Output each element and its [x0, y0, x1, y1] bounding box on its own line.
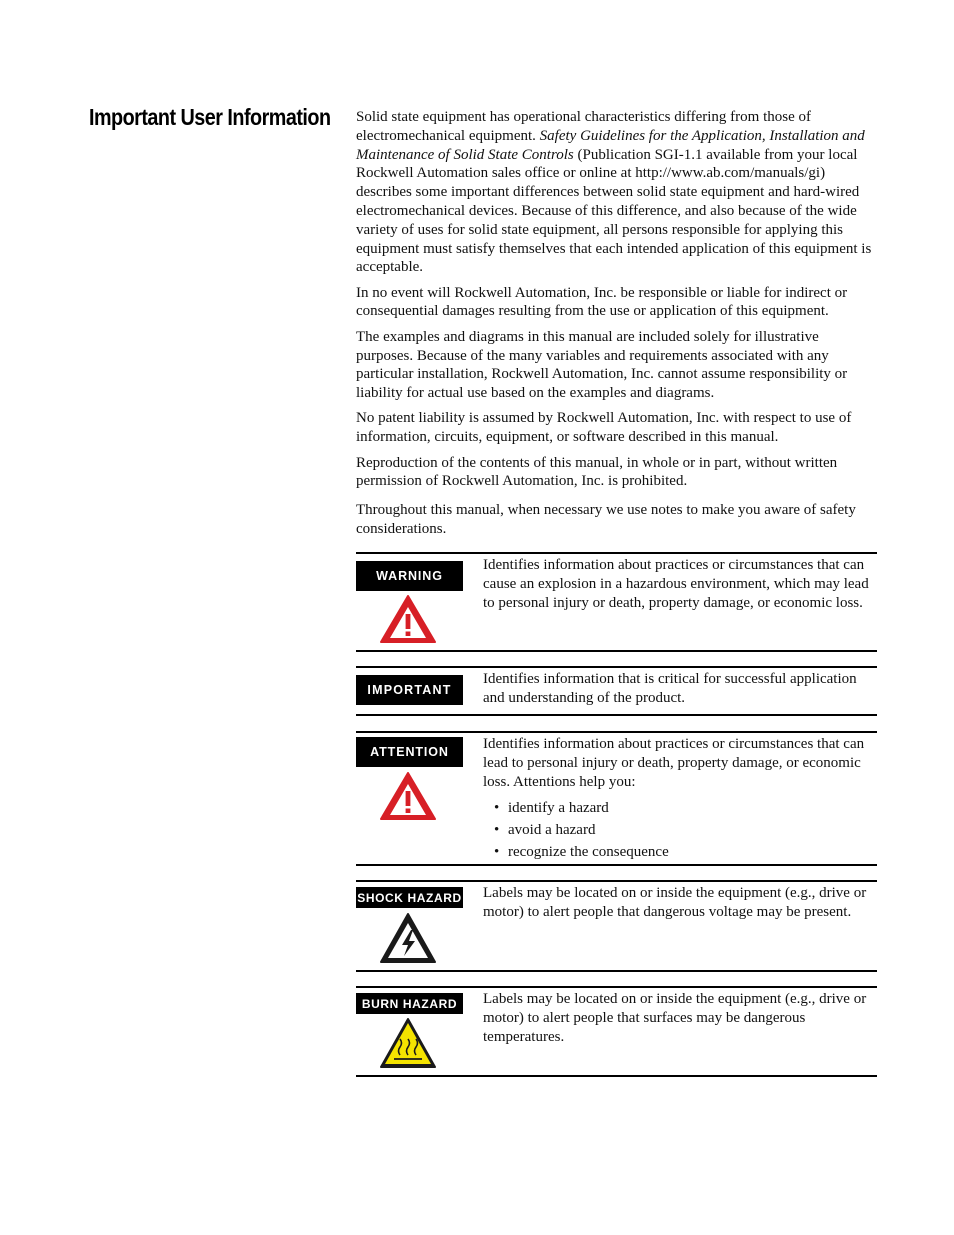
attention-notice	[356, 731, 877, 866]
paragraph-examples: The examples and diagrams in this manual are included solely for illustrative purposes. Because of the many variables and requirements associated with any particular installation, Rockwell Automation, Inc. cannot assume responsibility or liability for actual use based on the examples and diagrams.	[356, 328, 848, 402]
list-item: • avoid a hazard	[483, 819, 877, 841]
burn-hazard-notice	[356, 986, 877, 1077]
electric-shock-icon	[378, 912, 438, 964]
body-text	[356, 108, 878, 545]
warning-text: Identifies information about practices or circumstances that can cause an explosion in a hazardous environment, which may lead to personal injury or death, property damage, or economic loss.	[483, 557, 869, 611]
paragraph-liability: In no event will Rockwell Automation, Inc. be responsible or liable for indirect or consequential damages resulting from the use or application of this equipment.	[356, 284, 848, 320]
attention-bullet-list	[483, 797, 877, 863]
hot-surface-icon	[378, 1017, 438, 1069]
warning-badge: WARNING	[356, 561, 463, 591]
warning-notice	[356, 552, 877, 652]
paragraph-text: Solid state equipment has operational characteristics differing from those of electromechanical equipment.	[356, 109, 812, 144]
warning-triangle-icon	[378, 771, 438, 821]
shock-hazard-notice	[356, 880, 877, 972]
attention-badge: ATTENTION	[356, 737, 463, 767]
attention-text: Identifies information about practices or circumstances that can lead to personal injury or death, property damage, or economic loss. Attentions help you:	[483, 736, 865, 790]
paragraph-reproduction: Reproduction of the contents of this manual, in whole or in part, without written permission of Rockwell Automation, Inc. is prohibited.	[356, 454, 838, 490]
paragraph-text: (Publication SGI-1.1 available from your local Rockwell Automation sales office or online at http://www.ab.com/manuals/gi) describes some important differences between solid state equipment and hard-wired electromechanical devices. Because of this difference, and also because of the wide variety of uses for solid state equipment, all persons responsible for applying this equipment must satisfy themselves that each intended application of this equipment is acceptable.	[356, 146, 872, 276]
important-notice	[356, 666, 877, 716]
important-text: Identifies information that is critical for successful application and understanding of the product.	[483, 671, 857, 706]
shock-hazard-badge: SHOCK HAZARD	[356, 887, 463, 908]
paragraph-safety-notes: Throughout this manual, when necessary we use notes to make you aware of safety considerations.	[356, 502, 856, 537]
shock-hazard-text: Labels may be located on or inside the equipment (e.g., drive or motor) to alert people that dangerous voltage may be present.	[483, 885, 867, 920]
important-badge: IMPORTANT	[356, 675, 463, 705]
list-item: • identify a hazard	[483, 797, 877, 819]
burn-hazard-text: Labels may be located on or inside the equipment (e.g., drive or motor) to alert people that surfaces may be dangerous temperatures.	[483, 991, 867, 1045]
burn-hazard-badge: BURN HAZARD	[356, 993, 463, 1014]
publication-title: Safety Guidelines for the Application, Installation and Maintenance of Solid State Controls	[356, 127, 865, 163]
page-heading: Important User Information	[89, 104, 331, 130]
paragraph-solid-state	[356, 108, 878, 277]
list-item: • recognize the consequence	[483, 841, 877, 863]
paragraph-patent: No patent liability is assumed by Rockwell Automation, Inc. with respect to use of information, circuits, equipment, or software described in this manual.	[356, 410, 852, 446]
warning-triangle-icon	[378, 594, 438, 644]
attention-text-block	[483, 735, 877, 863]
